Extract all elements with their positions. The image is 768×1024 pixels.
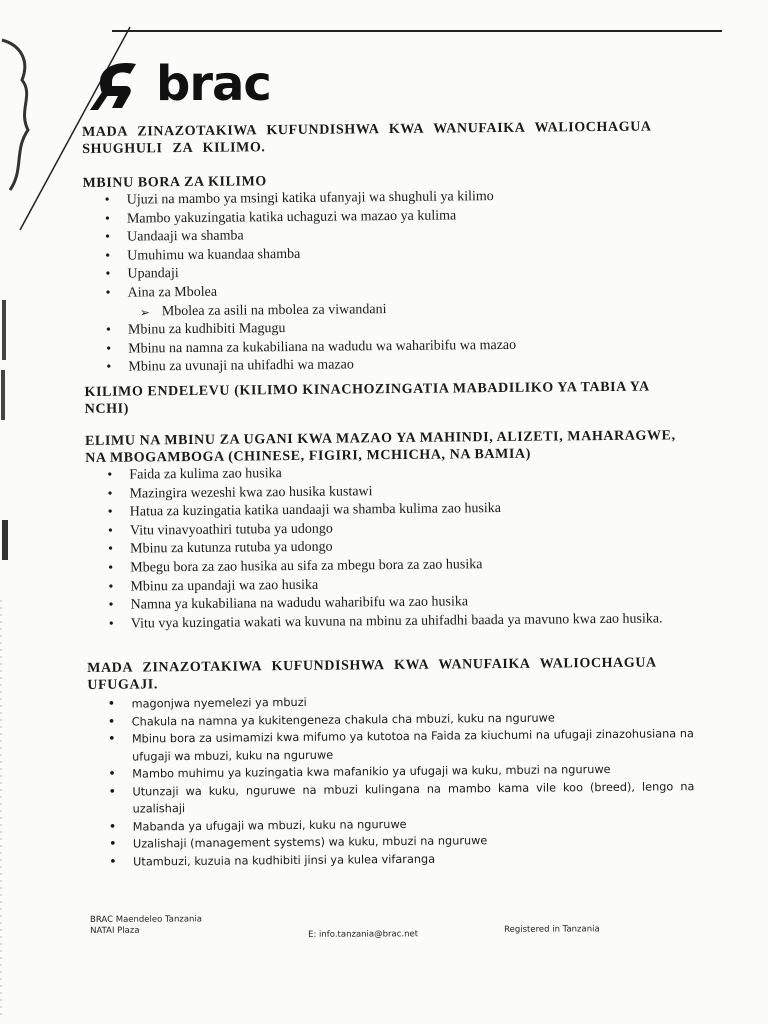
list-item: • Hatua za kuzingatia katika uandaaji wa shamba kulima zao husika <box>107 501 502 520</box>
footer-org <box>90 914 202 937</box>
list-item: • Mambo yakuzingatia katika uchaguzi wa mazao ya kulima <box>104 208 457 227</box>
sub-list-item: ➢ Mbolea za asili na mbolea za viwandani <box>84 298 690 322</box>
list-item: • Upandaji <box>105 266 179 283</box>
list-item: • Utambuzi, kuzuia na kudhibiti jinsi ya kulea vifaranga <box>109 852 436 870</box>
list-item: • Faida za kulima zao husika <box>107 466 282 483</box>
footer-org-address: NATAI Plaza <box>90 925 140 936</box>
list-item: • Mbinu na namna za kukabiliana na wadudu wa waharibifu wa mazao <box>106 337 517 357</box>
ugani-list <box>85 461 693 634</box>
kilimo-list-continued <box>84 316 691 378</box>
list-item: • Mambo muhimu ya kuzingatia kwa mafanikio ya ufugaji wa kuku, mbuzi na nguruwe <box>108 763 611 783</box>
kilimo-list <box>83 186 690 303</box>
list-item: • Ujuzi na mambo ya msingi katika ufanyaji wa shughuli ya kilimo <box>104 189 494 208</box>
list-item: • Mazingira wezeshi kwa zao husika kustawi <box>107 483 373 502</box>
elimu-mbinu-heading: ELIMU NA MBINU ZA UGANI KWA MAZAO YA MAHINDI, ALIZETI, MAHARAGWE, NA MBOGAMBOGA (CHINESE, FIGIRI, MCHICHA, NA BAMIA) <box>84 428 676 466</box>
list-item: • Mbinu bora za usimamizi kwa mifumo ya kutotoa na Faida za kiuchumi na ufugaji zinazohusiana na ufugaji wa mbuzi, kuku na nguruwe <box>107 727 694 764</box>
list-item: • Vitu vinavyoathiri tutuba ya udongo <box>107 521 333 539</box>
brac-logo <box>86 52 271 116</box>
list-item: • Uzalishaji (management systems) wa kuku, mbuzi na nguruwe <box>108 834 488 853</box>
arrow-bullet-icon: ➢ <box>139 304 150 320</box>
section2-title: MADA ZINAZOTAKIWA KUFUNDISHWA KWA WANUFAIKA WALIOCHAGUA UFUGAJI. <box>87 655 657 694</box>
list-item: • Vitu vya kuzingatia wakati wa kuvuna na mbinu za uhifadhi baada ya mavuno kwa zao husika. <box>108 611 663 632</box>
brac-logo-wordmark: brac <box>156 56 271 112</box>
list-item: • Namna ya kukabiliana na wadudu waharibifu wa zao husika <box>108 594 469 613</box>
list-item: • Mbinu za uvunaji na uhifadhi wa mazao <box>106 357 354 376</box>
list-item: • magonjwa nyemelezi ya mbuzi <box>107 696 307 713</box>
top-rule <box>112 30 722 32</box>
list-item: • Aina za Mbolea <box>105 284 218 301</box>
footer-email: E: info.tanzania@brac.net <box>308 929 419 940</box>
footer-registered: Registered in Tanzania <box>504 924 600 935</box>
list-item: • Umuhimu wa kuandaa shamba <box>105 246 301 264</box>
list-item: • Mbinu za kudhibiti Magugu <box>105 321 286 338</box>
section1-title: MADA ZINAZOTAKIWA KUFUNDISHWA KWA WANUFAIKA WALIOCHAGUA SHUGHULI ZA KILIMO. <box>82 119 651 157</box>
list-item: • Mbegu bora za zao husika au sifa za mbegu bora za zao husika <box>108 557 483 576</box>
section1-subtitle: MBINU BORA ZA KILIMO <box>82 174 267 191</box>
list-item: • Utunzaji wa kuku, nguruwe na mbuzi kulingana na mambo kama vile koo (breed), lengo na uzalishaji <box>108 779 695 816</box>
footer-org-name: BRAC Maendeleo Tanzania <box>90 914 203 925</box>
list-item: • Mabanda ya ufugaji wa mbuzi, kuku na nguruwe <box>108 817 407 835</box>
list-item: • Chakula na namna ya kukitengeneza chakula cha mbuzi, kuku na nguruwe <box>107 711 555 730</box>
kilimo-endelevu-heading: KILIMO ENDELEVU (KILIMO KINACHOZINGATIA MABADILIKO YA TABIA YA NCHI) <box>84 379 650 417</box>
document-body <box>82 118 695 871</box>
list-item: • Mbinu za kutunza rutuba ya udongo <box>108 539 333 558</box>
ufugaji-list <box>87 690 695 871</box>
page-footer <box>90 912 630 940</box>
list-item: • Uandaaji wa shamba <box>105 228 244 245</box>
list-item: • Mbinu za upandaji wa zao husika <box>108 577 319 595</box>
brac-logo-mark-icon <box>86 52 150 116</box>
